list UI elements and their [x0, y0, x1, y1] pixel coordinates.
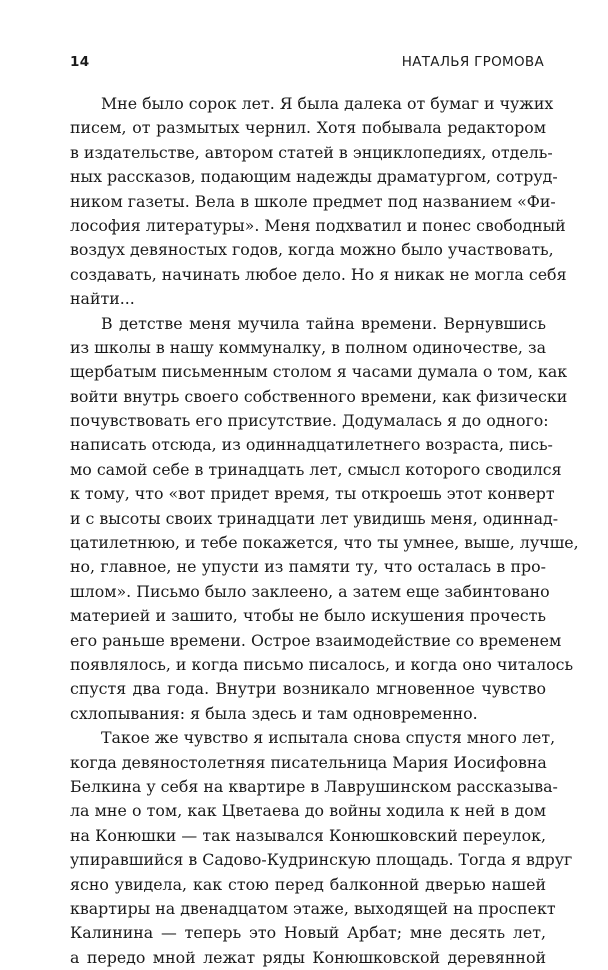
text-line: появлялось, и когда письмо писалось, и когда оно читалось — [70, 654, 574, 674]
text-line: и с высоты своих тринадцати лет увидишь меня, одиннад- — [70, 508, 559, 528]
text-line: написать отсюда, из одиннадцатилетнего возраста, пись- — [70, 435, 553, 455]
text-line: шлом». Письмо было заклеено, а затем еще забинтовано — [70, 581, 550, 601]
text-line: но, главное, не упусти из памяти ту, что осталась в про- — [70, 557, 546, 577]
text-line: спустя два года. Внутри возникало мгновенное чувство — [70, 679, 546, 699]
text-line: к тому, что «вот придет время, ты откроешь этот конверт — [70, 484, 555, 504]
text-line: найти... — [70, 289, 135, 309]
text-line: Калинина — теперь это Новый Арбат; мне десять лет, — [70, 923, 546, 943]
text-line: создавать, начинать любое дело. Но я никак не могла себя — [70, 264, 567, 284]
text-line: почувствовать его присутствие. Додумалась я до одного: — [70, 411, 549, 431]
text-line: лософия литературы». Меня подхватил и понес свободный — [70, 215, 566, 235]
text-line: квартиры на двенадцатом этаже, выходящей на проспект — [70, 898, 556, 918]
text-line: Такое же чувство я испытала снова спустя много лет, — [101, 728, 556, 748]
text-line: ясно увидела, как стою перед балконной дверью нашей — [70, 874, 546, 894]
text-line: щербатым письменным столом я часами думала о том, как — [70, 362, 568, 382]
paragraph — [70, 312, 579, 727]
text-line: из школы в нашу коммуналку, в полном одиночестве, за — [70, 337, 547, 357]
running-head-author: НАТАЛЬЯ ГРОМОВА — [401, 54, 544, 70]
text-line: войти внутрь своего собственного времени, как физически — [70, 386, 568, 406]
text-line: Мне было сорок лет. Я была далека от бумаг и чужих — [101, 94, 554, 113]
text-line: когда девяностолетняя писательница Мария Иосифовна — [70, 752, 547, 772]
text-line: Белкина у себя на квартире в Лаврушинском рассказыва- — [70, 776, 558, 796]
text-line: упиравшийся в Садово-Кудринскую площадь. Тогда я вдруг — [70, 850, 573, 870]
paragraph — [70, 726, 573, 970]
text-line: ником газеты. Вела в школе предмет под названием «Фи- — [70, 191, 556, 211]
page-number: 14 — [70, 54, 90, 70]
text-line: мо самой себе в тринадцать лет, смысл которого сводился — [70, 459, 562, 479]
text-line: цатилетнюю, и тебе покажется, что ты умнее, выше, лучше, — [70, 533, 579, 553]
text-line: писем, от размытых чернил. Хотя побывала редактором — [70, 118, 546, 138]
text-line: а передо мной лежат ряды Конюшковской деревянной — [70, 947, 546, 967]
text-line: ных рассказов, подающим надежды драматургом, сотруд- — [70, 167, 558, 187]
text-line: материей и зашито, чтобы не было искушения прочесть — [70, 606, 546, 626]
text-line: ла мне о том, как Цветаева до войны ходила к ней в дом — [70, 801, 546, 821]
text-line: воздух девяностых годов, когда можно было участвовать, — [70, 240, 554, 260]
paragraph — [70, 92, 567, 312]
text-line: схлопывания: я была здесь и там одновременно. — [70, 703, 478, 723]
text-line: на Конюшки — так назывался Конюшковский переулок, — [70, 825, 546, 845]
text-line: его раньше времени. Острое взаимодействие со временем — [70, 630, 562, 650]
running-head — [70, 54, 544, 74]
text-line: В детстве меня мучила тайна времени. Вернувшись — [101, 313, 546, 333]
text-line: в издательстве, автором статей в энциклопедиях, отдель- — [70, 142, 553, 162]
page-body — [70, 92, 579, 970]
